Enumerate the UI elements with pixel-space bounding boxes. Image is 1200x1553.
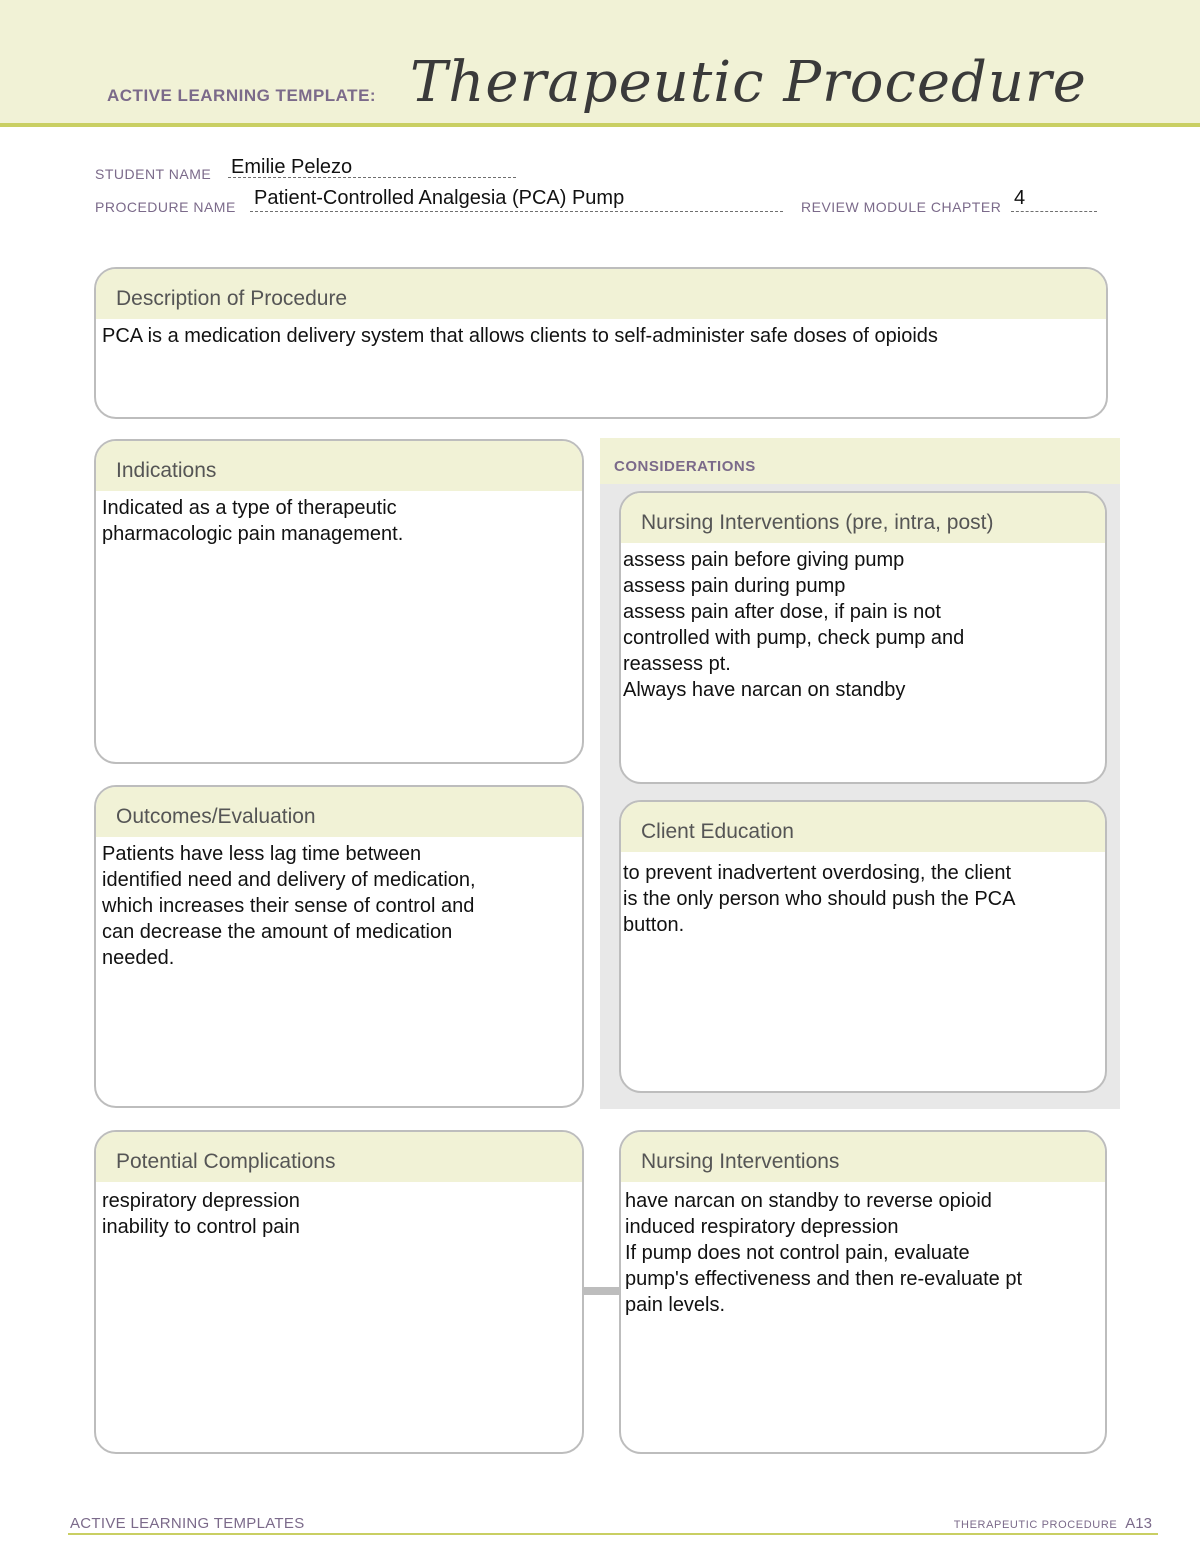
text-line: reassess pt. <box>623 653 731 675</box>
procedure-name-line <box>250 211 783 212</box>
text-line: button. <box>623 914 685 936</box>
page-title: Therapeutic Procedure <box>410 50 1087 115</box>
complications-heading: Potential Complications <box>96 1132 582 1182</box>
template-label: ACTIVE LEARNING TEMPLATE: <box>107 86 377 105</box>
text-line: respiratory depression <box>102 1190 300 1212</box>
description-text: PCA is a medication delivery system that allows clients to self-administer safe doses of opioids <box>102 325 938 347</box>
description-heading: Description of Procedure <box>96 269 1106 319</box>
complications-box <box>94 1130 584 1454</box>
text-line: can decrease the amount of medication <box>102 921 453 943</box>
client-education-body[interactable] <box>621 852 1105 942</box>
text-line: induced respiratory depression <box>625 1216 899 1238</box>
text-line: pump's effectiveness and then re-evaluate pt <box>625 1268 1023 1290</box>
nursing-interventions-pip-heading: Nursing Interventions (pre, intra, post) <box>621 493 1105 543</box>
review-module-line <box>1011 211 1097 212</box>
text-line: to prevent inadvertent overdosing, the client <box>623 862 1012 884</box>
description-body[interactable] <box>96 319 1106 353</box>
text-line: controlled with pump, check pump and <box>623 627 965 649</box>
nursing-interventions-box <box>619 1130 1107 1454</box>
client-education-box <box>619 800 1107 1093</box>
outcomes-heading: Outcomes/Evaluation <box>96 787 582 837</box>
student-name-label: STUDENT NAME <box>95 166 212 182</box>
text-line: identified need and delivery of medication, <box>102 869 476 891</box>
footer-section-label: THERAPEUTIC PROCEDURE <box>953 1519 1118 1531</box>
text-line: assess pain during pump <box>623 575 846 597</box>
text-line: If pump does not control pain, evaluate <box>625 1242 970 1264</box>
student-name-field[interactable]: Emilie Pelezo <box>231 156 353 178</box>
text-line: Patients have less lag time between <box>102 843 422 865</box>
text-line: have narcan on standby to reverse opioid <box>625 1190 992 1212</box>
indications-heading: Indications <box>96 441 582 491</box>
outcomes-box <box>94 785 584 1108</box>
page-number: A13 <box>1125 1515 1152 1532</box>
procedure-name-label: PROCEDURE NAME <box>95 199 236 215</box>
indications-body[interactable] <box>96 491 582 551</box>
review-module-label: REVIEW MODULE CHAPTER <box>801 199 1002 215</box>
text-line: inability to control pain <box>102 1216 300 1238</box>
footer-rule <box>68 1533 1158 1535</box>
procedure-name-field[interactable]: Patient-Controlled Analgesia (PCA) Pump <box>254 187 625 209</box>
text-line: pharmacologic pain management. <box>102 523 404 545</box>
text-line: is the only person who should push the PCA <box>623 888 1016 910</box>
header-rule <box>0 123 1200 127</box>
text-line: pain levels. <box>625 1294 726 1316</box>
nursing-interventions-body[interactable] <box>621 1182 1105 1322</box>
text-line: Always have narcan on standby <box>623 679 906 701</box>
indications-box <box>94 439 584 764</box>
client-education-heading: Client Education <box>621 802 1105 852</box>
nursing-interventions-pip-box <box>619 491 1107 784</box>
review-module-field[interactable]: 4 <box>1014 187 1026 209</box>
connector-bar <box>583 1287 621 1295</box>
considerations-label: CONSIDERATIONS <box>614 458 756 475</box>
text-line: Indicated as a type of therapeutic <box>102 497 397 519</box>
outcomes-body[interactable] <box>96 837 582 975</box>
text-line: assess pain before giving pump <box>623 549 905 571</box>
description-box <box>94 267 1108 419</box>
text-line: needed. <box>102 947 175 969</box>
footer-left: ACTIVE LEARNING TEMPLATES <box>70 1515 305 1532</box>
complications-body[interactable] <box>96 1182 582 1244</box>
nursing-interventions-pip-body[interactable] <box>621 543 1105 707</box>
text-line: assess pain after dose, if pain is not <box>623 601 941 623</box>
nursing-interventions-heading: Nursing Interventions <box>621 1132 1105 1182</box>
text-line: which increases their sense of control and <box>102 895 475 917</box>
footer-right <box>954 1515 1152 1532</box>
